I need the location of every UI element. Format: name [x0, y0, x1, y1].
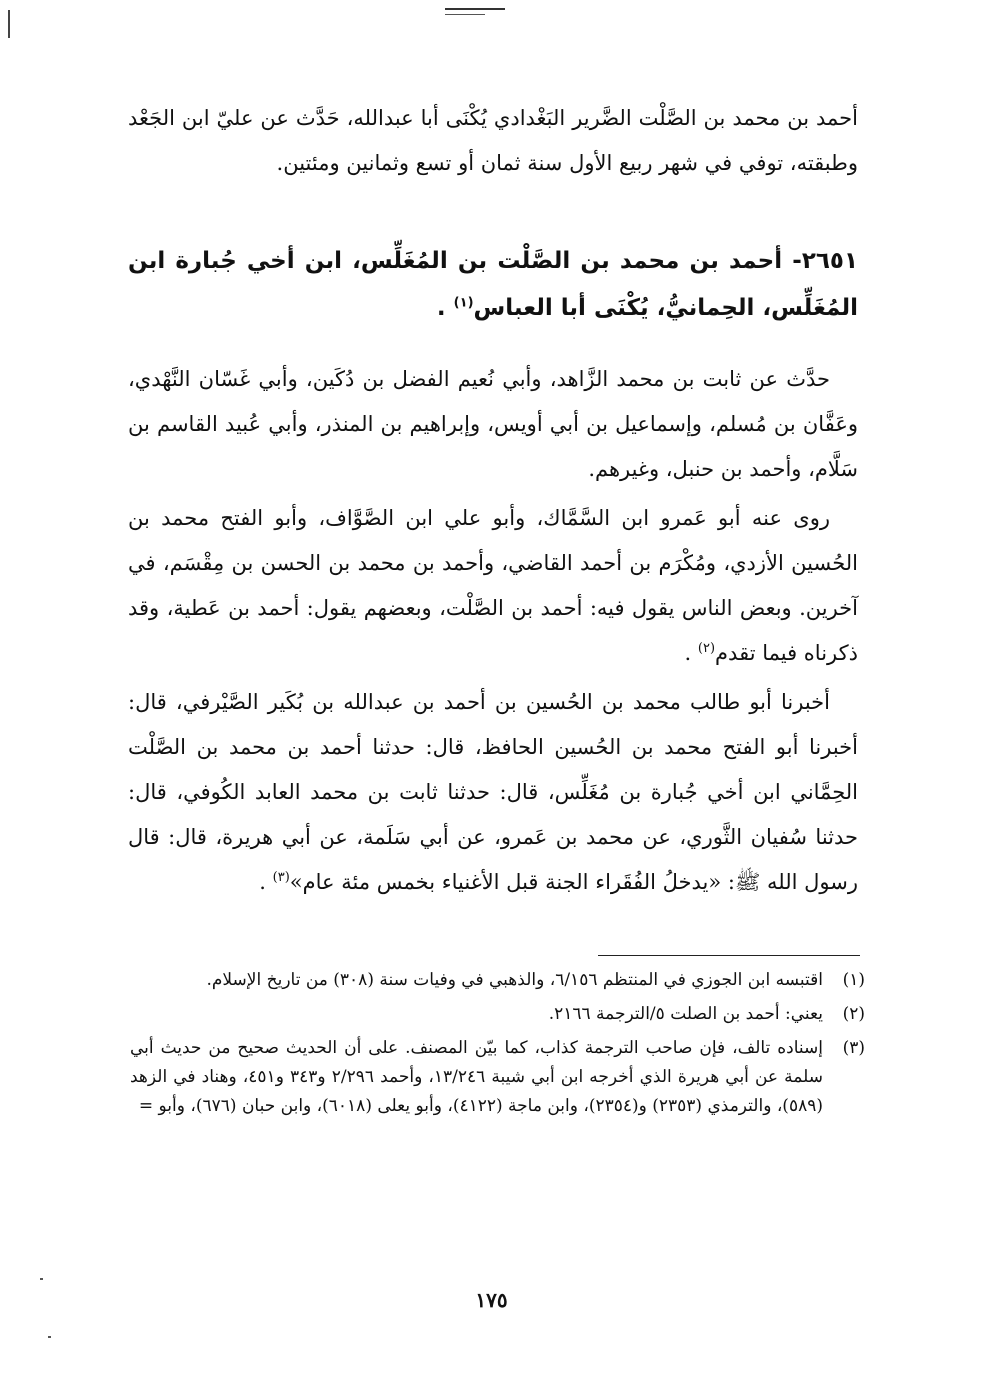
- students-text: روى عنه أبو عَمرو ابن السَّمَّاك، وأبو علي ابن الصَّوَّاف، وأبو الفتح محمد بن الحُسين الأزدي، ومُكْرَم بن أحمد القاضي، وأحمد بن محمد بن الحسن بن مِقْسَم، في آخرين. وبعض الناس يقول فيه: أحمد بن الصَّلْت، وبعضهم يقول: أحمد بن عَطية، وقد ذكرناه فيما تقدم: [128, 506, 858, 665]
- hadith-text: أخبرنا أبو طالب محمد بن الحُسين بن أحمد بن عبدالله بن بُكَير الصَّيْرفي، قال: أخبرنا أبو الفتح محمد بن الحُسين الحافظ، قال: حدثنا أحمد بن محمد بن الصَّلْت الحِمَّاني ابن أخي جُبارة بن مُغَلِّس، قال: حدثنا ثابت بن محمد العابد الكُوفي، قال: حدثنا سُفيان الثَّوري، عن محمد بن عَمرو، عن أبي سَلَمة، عن أبي هريرة، قال: قال رسول الله ﷺ: «يدخلُ الفُقَراء الجنة قبل الأغنياء بخمس مئة عام»: [128, 690, 858, 894]
- footnote-ref-3: (٣): [272, 870, 290, 885]
- page-edge-mark: [8, 10, 10, 38]
- page-number: ١٧٥: [475, 1288, 508, 1312]
- footnote-text: يعني: أحمد بن الصلت ٥/الترجمة ٢١٦٦.: [548, 1004, 823, 1024]
- footnote-text: اقتبسه ابن الجوزي في المنتظم ٦/١٥٦، والذهبي في وفيات سنة (٣٠٨) من تاريخ الإسلام.: [206, 970, 823, 990]
- students-block: [128, 496, 858, 676]
- entry-heading-block: [128, 238, 858, 332]
- main-text: [128, 96, 858, 186]
- footnote-3: [130, 1034, 865, 1121]
- hadith-end: .: [259, 870, 266, 894]
- entry-heading: [128, 238, 858, 332]
- teachers-block: [128, 357, 858, 492]
- teachers-paragraph: حدَّث عن ثابت بن محمد الزَّاهد، وأبي نُعيم الفضل بن دُكَين، وأبي غَسّان النَّهْدي، وعَفَّان بن مُسلم، وإسماعيل بن أبي أويس، وإبراهيم بن المنذر، وأبي عُبيد القاسم بن سَلَّام، وأحمد بن حنبل، وغيرهم.: [128, 367, 858, 481]
- hadith-block: [128, 680, 858, 905]
- footnote-ref-1: (١): [453, 295, 474, 311]
- footnotes: [130, 966, 865, 1126]
- top-rule: [445, 8, 505, 10]
- footnote-number: (٣): [842, 1038, 865, 1058]
- scan-speck: [40, 1278, 43, 1280]
- scan-speck: [48, 1336, 51, 1338]
- students-end: .: [684, 641, 692, 665]
- footnote-number: (١): [842, 970, 865, 990]
- students-paragraph: [128, 496, 858, 676]
- footnote-2: [130, 1000, 865, 1029]
- footnote-separator: [598, 955, 860, 956]
- footnote-1: [130, 966, 865, 995]
- footnote-text: إسناده تالف، فإن صاحب الترجمة كذاب، كما بيّن المصنف. على أن الحديث صحيح من حديث أبي سلمة عن أبي هريرة الذي أخرجه ابن أبي شيبة ١٣/٢٤٦، وأحمد ٢/٢٩٦ و٣٤٣ و٤٥١، وهناد في الزهد (٥٨٩)، والترمذي (٢٣٥٣) و(٢٣٥٤)، وابن ماجة (٤١٢٢)، وأبو يعلى (٦٠١٨)، وابن حبان (٦٧٦)، وأبو =: [130, 1038, 823, 1116]
- entry-heading-end: .: [436, 295, 446, 321]
- hadith-paragraph: [128, 680, 858, 905]
- entry-heading-text: ٢٦٥١- أحمد بن محمد بن الصَّلْت بن المُغَلِّس، ابن أخي جُبارة ابن المُغَلِّس، الحِمانيُّ، يُكْنَى أبا العباس: [128, 248, 858, 321]
- footnote-number: (٢): [842, 1004, 865, 1024]
- continuation-paragraph: أحمد بن محمد بن الصَّلْت الضَّرير البَغْدادي يُكْنَى أبا عبدالله، حَدَّث عن عليّ ابن الجَعْد وطبقته، توفي في شهر ربيع الأول سنة ثمان أو تسع وثمانين ومئتين.: [128, 106, 858, 175]
- top-rule-secondary: [445, 14, 485, 15]
- footnote-ref-2: (٢): [697, 641, 716, 656]
